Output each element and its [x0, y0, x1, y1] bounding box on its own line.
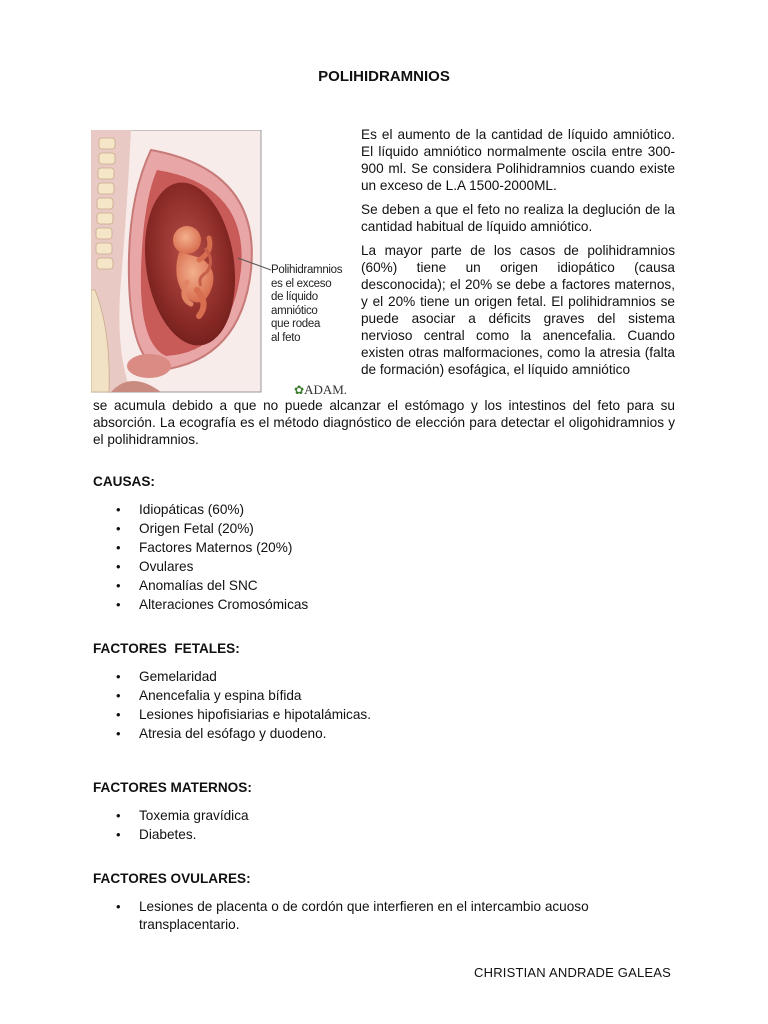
list-item: • Lesiones de placenta o de cordón que interfieren en el intercambio acuoso transplacentario. [93, 898, 653, 934]
list-item: • Atresia del esófago y duodeno. [93, 724, 673, 743]
list-item: • Anomalías del SNC [93, 576, 673, 595]
list-maternos [93, 806, 673, 844]
list-causas [93, 500, 673, 614]
adam-logo: ✿ADAM. [294, 382, 348, 397]
section-heading-causas: CAUSAS: [93, 474, 155, 489]
list-fetales [93, 667, 673, 743]
list-item: • Toxemia gravídica [93, 806, 673, 825]
list-item: • Idiopáticas (60%) [93, 500, 673, 519]
figure-caption: Polihidramnios es el exceso de líquido amniótico que rodea al feto [271, 264, 343, 344]
list-item: • Factores Maternos (20%) [93, 538, 673, 557]
section-heading-ovulares: FACTORES OVULARES: [93, 871, 251, 886]
list-item: • Ovulares [93, 557, 673, 576]
list-item: • Lesiones hipofisiarias e hipotalámicas. [93, 705, 673, 724]
list-ovulares [93, 898, 653, 934]
list-item: • Origen Fetal (20%) [93, 519, 673, 538]
intro-paragraph-continuation: se acumula debido a que no puede alcanzar el estómago y los intestinos del feto para su absorción. La ecografía es el método diagnóstico de elección para detectar el oligohidramnios y el polihidramnios. [93, 398, 675, 447]
intro-paragraph-2: Se deben a que el feto no realiza la deglución de la cantidad habitual de líquido amniótico. [361, 202, 675, 234]
leaf-icon: ✿ [294, 383, 305, 397]
list-item: • Alteraciones Cromosómicas [93, 595, 673, 614]
list-item: • Anencefalia y espina bífida [93, 686, 673, 705]
list-item: • Gemelaridad [93, 667, 673, 686]
author-footer: CHRISTIAN ANDRADE GALEAS [474, 965, 671, 980]
intro-paragraph-1: Es el aumento de la cantidad de líquido amniótico. El líquido amniótico normalmente oscila entre 300-900 ml. Se considera Polihidramnios cuando existe un exceso de L.A 1500-2000ML. [361, 127, 675, 193]
list-item: • Diabetes. [93, 825, 673, 844]
intro-paragraph-3: La mayor parte de los casos de polihidramnios (60%) tiene un origen idiopático (causa desconocida); el 20% se debe a factores maternos, y el 20% tiene un origen fetal. El polihidramnios se puede asociar a déficits graves del sistema nervioso central como la anencefalia. Cuando existen otras malformaciones, como la atresia (falta de formación) esofágica, el líquido amniótico [361, 243, 675, 377]
intro-column [361, 126, 675, 378]
page-title: POLIHIDRAMNIOS [318, 68, 450, 85]
section-heading-maternos: FACTORES MATERNOS: [93, 780, 252, 795]
section-heading-fetales: FACTORES FETALES: [93, 641, 240, 656]
polyhydramnios-illustration [91, 130, 353, 402]
